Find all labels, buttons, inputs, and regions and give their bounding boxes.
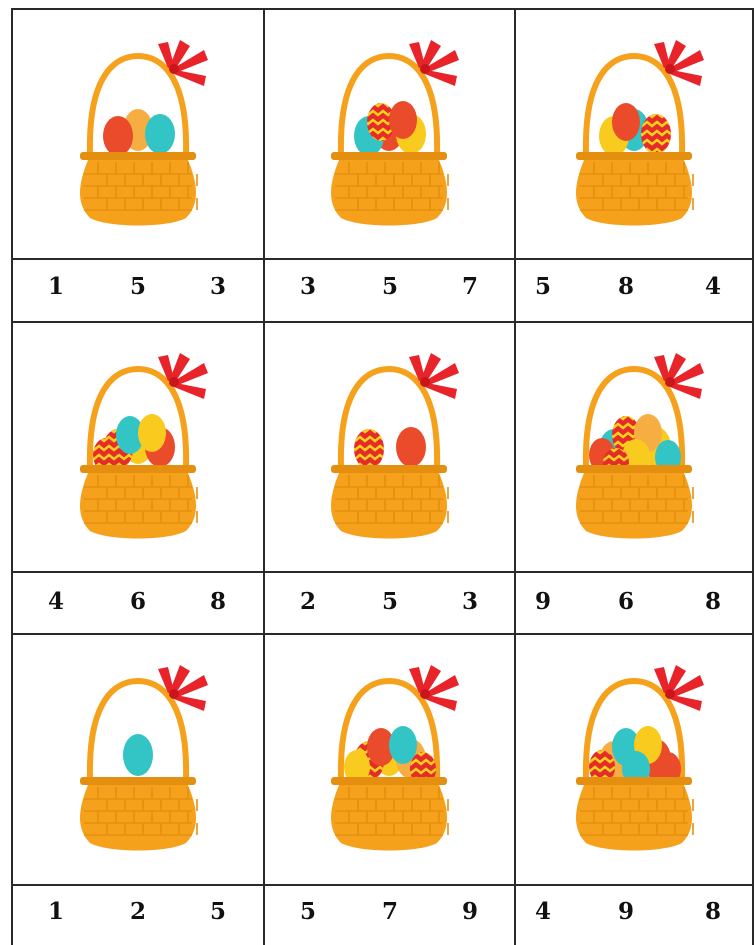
basket-rim	[331, 777, 447, 785]
answer-choice[interactable]: 3	[210, 273, 227, 300]
answer-choice[interactable]: 4	[705, 273, 722, 300]
basket-rim	[80, 777, 196, 785]
egg-icon	[389, 726, 417, 764]
bow-icon	[654, 353, 704, 399]
easter-basket-picture	[264, 10, 514, 258]
answer-choice[interactable]: 8	[705, 588, 722, 615]
egg-group	[350, 419, 426, 469]
answer-choice[interactable]: 3	[300, 273, 317, 300]
answer-choice[interactable]: 4	[48, 588, 65, 615]
easter-basket-picture	[515, 323, 753, 571]
answer-choice[interactable]: 2	[130, 898, 147, 925]
basket-rim	[331, 152, 447, 160]
answer-choice[interactable]: 1	[48, 898, 65, 925]
egg-group	[123, 734, 153, 776]
bow-icon	[654, 665, 704, 711]
egg-icon	[396, 427, 426, 467]
answer-choice[interactable]: 8	[210, 588, 227, 615]
answer-choice[interactable]: 3	[462, 588, 479, 615]
basket-rim	[576, 465, 692, 473]
bow-icon	[409, 40, 459, 86]
grid-line	[11, 258, 754, 260]
grid-line	[11, 571, 754, 573]
answer-choice[interactable]: 5	[300, 898, 317, 925]
answer-choice[interactable]: 5	[130, 273, 147, 300]
bow-icon	[158, 665, 208, 711]
easter-basket-picture	[264, 635, 514, 883]
easter-basket-picture	[12, 323, 263, 571]
bow-icon	[158, 40, 208, 86]
basket-with-eggs-icon	[554, 659, 714, 859]
easter-basket-picture	[12, 10, 263, 258]
answer-choice[interactable]: 7	[462, 273, 479, 300]
basket-rim	[576, 777, 692, 785]
answer-choice[interactable]: 6	[130, 588, 147, 615]
bow-icon	[654, 40, 704, 86]
egg-icon	[103, 116, 133, 156]
grid-line	[11, 884, 754, 886]
egg-icon	[138, 414, 166, 452]
easter-basket-picture	[264, 323, 514, 571]
basket-rim	[80, 152, 196, 160]
answer-choice[interactable]: 8	[618, 273, 635, 300]
basket-rim	[331, 465, 447, 473]
bow-icon	[409, 353, 459, 399]
easter-basket-picture	[515, 635, 753, 883]
answer-choice[interactable]: 9	[535, 588, 552, 615]
answer-choice[interactable]: 7	[382, 898, 399, 925]
answer-choice[interactable]: 9	[462, 898, 479, 925]
bow-icon	[158, 353, 208, 399]
egg-icon	[123, 734, 153, 776]
answer-choice[interactable]: 5	[382, 588, 399, 615]
answer-choice[interactable]: 2	[300, 588, 317, 615]
basket-with-eggs-icon	[58, 659, 218, 859]
basket-rim	[80, 465, 196, 473]
egg-group	[599, 103, 672, 156]
egg-icon	[389, 101, 417, 139]
basket-with-eggs-icon	[58, 34, 218, 234]
basket-with-eggs-icon	[309, 347, 469, 547]
easter-basket-picture	[515, 10, 753, 258]
egg-icon	[145, 114, 175, 154]
answer-choice[interactable]: 6	[618, 588, 635, 615]
basket-with-eggs-icon	[554, 34, 714, 234]
basket-with-eggs-icon	[554, 347, 714, 547]
answer-choice[interactable]: 9	[618, 898, 635, 925]
basket-with-eggs-icon	[309, 659, 469, 859]
basket-rim	[576, 152, 692, 160]
answer-choice[interactable]: 5	[382, 273, 399, 300]
answer-choice[interactable]: 5	[210, 898, 227, 925]
egg-group	[354, 93, 426, 156]
egg-group	[103, 109, 175, 156]
easter-basket-picture	[12, 635, 263, 883]
answer-choice[interactable]: 5	[535, 273, 552, 300]
basket-with-eggs-icon	[58, 347, 218, 547]
basket-with-eggs-icon	[309, 34, 469, 234]
answer-choice[interactable]: 1	[48, 273, 65, 300]
bow-icon	[409, 665, 459, 711]
answer-choice[interactable]: 4	[535, 898, 552, 925]
answer-choice[interactable]: 8	[705, 898, 722, 925]
egg-icon	[612, 103, 640, 141]
